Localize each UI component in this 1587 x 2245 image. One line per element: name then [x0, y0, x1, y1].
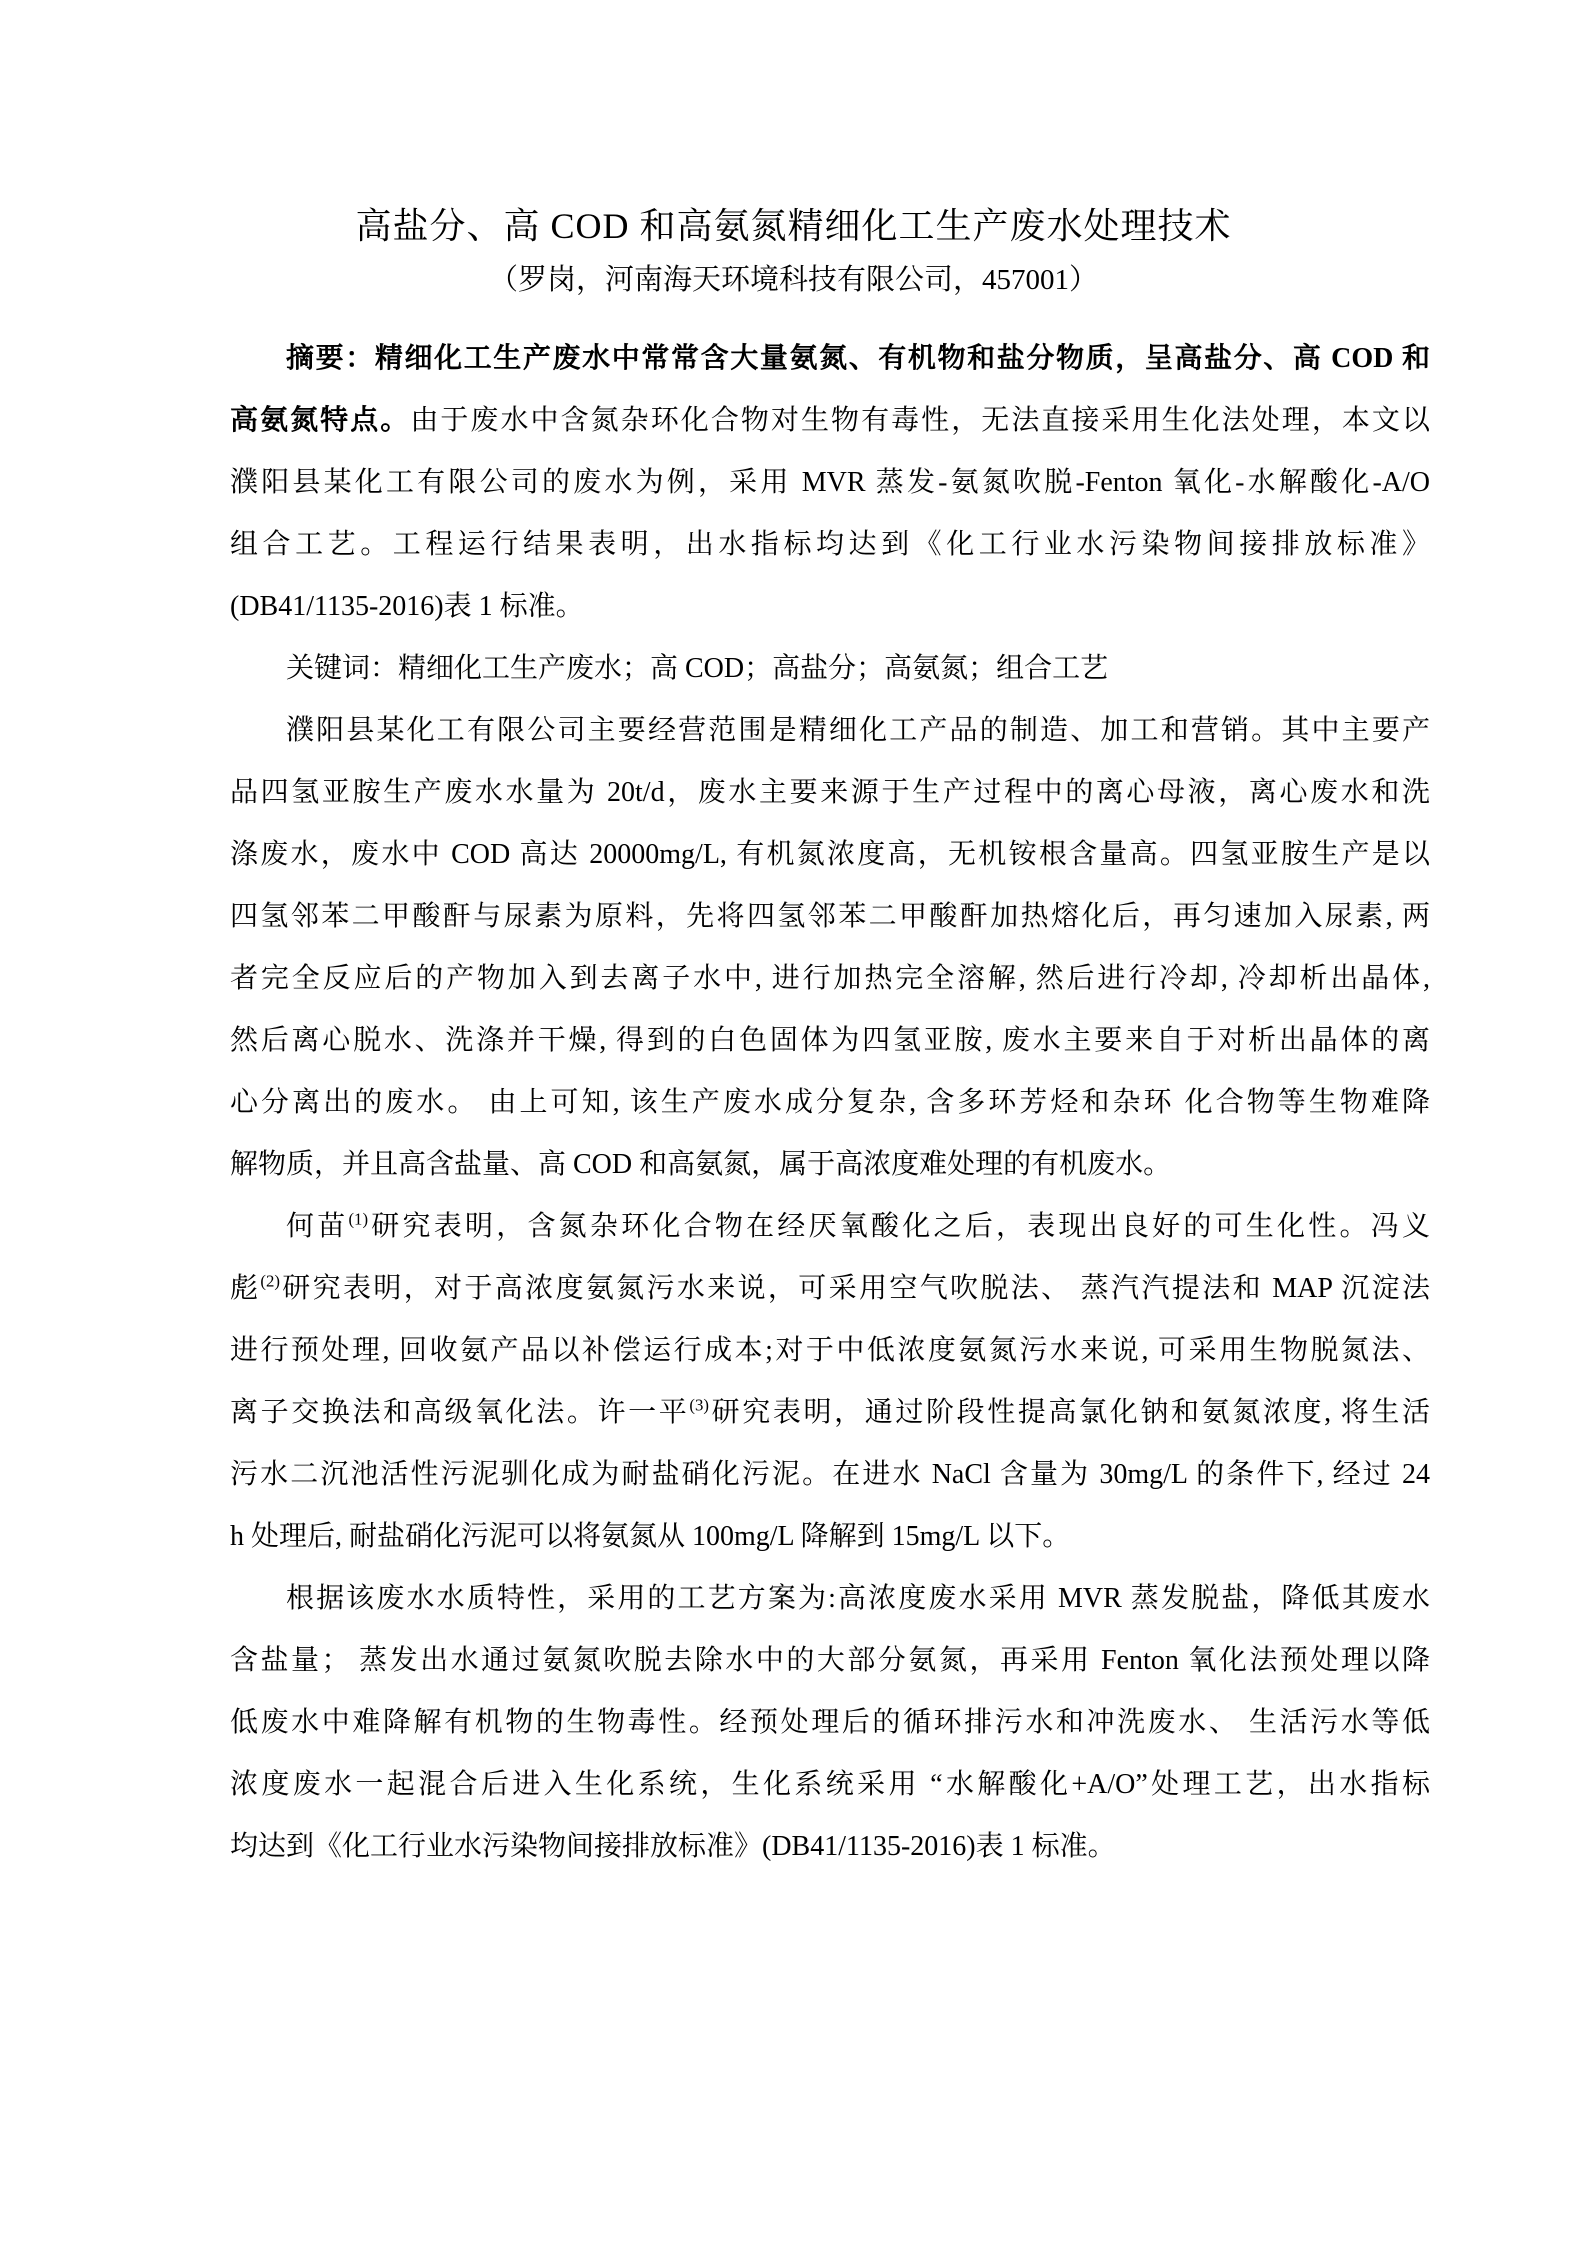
text-line: 离子交换法和高级氧化法。许一平$^{(3)}$研究表明，通过阶段性提高氯化钠和氨氮浓度, 将生活 — [230, 1395, 1430, 1428]
text-line: 然后离心脱水、洗涤并干燥, 得到的白色固体为四氢亚胺, 废水主要来自于对析出晶体的离 — [230, 1025, 1430, 1056]
text-line: 高氨氮特点。由于废水中含氮杂环化合物对生物有毒性，无法直接采用生化法处理，本文以 — [230, 405, 1430, 436]
text-line: 心分离出的废水。 由上可知, 该生产废水成分复杂, 含多环芳烃和杂环 化合物等生物难降 — [230, 1087, 1430, 1118]
text-line: 濮阳县某化工有限公司的废水为例，采用 MVR 蒸发-氨氮吹脱-Fenton 氧化-水解酸化-A/O — [230, 467, 1430, 498]
text-line: 浓度废水一起混合后进入生化系统，生化系统采用 “水解酸化+A/O”处理工艺，出水指标 — [230, 1769, 1430, 1800]
text-line: h 处理后, 耐盐硝化污泥可以将氨氮从 100mg/L 降解到 15mg/L 以下。 — [230, 1521, 1071, 1552]
document-byline: （罗岗，河南海天环境科技有限公司，457001） — [488, 264, 1098, 296]
text-line: 均达到《化工行业水污染物间接排放标准》(DB41/1135-2016)表 1 标准。 — [230, 1831, 1116, 1862]
text-line: 组合工艺。工程运行结果表明，出水指标均达到《化工行业水污染物间接排放标准》 — [230, 529, 1430, 560]
paragraph-literature-review — [230, 1196, 1430, 1568]
citation-superscript: (2) — [260, 1271, 280, 1291]
text-line: 进行预处理, 回收氨产品以补偿运行成本;对于中低浓度氨氮污水来说, 可采用生物脱氮法、 — [230, 1335, 1430, 1366]
text-line: 根据该废水水质特性，采用的工艺方案为:高浓度废水采用 MVR 蒸发脱盐，降低其废水 — [286, 1583, 1430, 1614]
text-line: (DB41/1135-2016)表 1 标准。 — [230, 591, 584, 622]
paragraph-process-scheme — [230, 1568, 1430, 1878]
text-line: 解物质，并且高含盐量、高 COD 和高氨氮，属于高浓度难处理的有机废水。 — [230, 1149, 1172, 1180]
text-line: 含盐量； 蒸发出水通过氨氮吹脱去除水中的大部分氨氮，再采用 Fenton 氧化法预处理以降 — [230, 1645, 1430, 1676]
text-line: 摘要：精细化工生产废水中常常含大量氨氮、有机物和盐分物质，呈高盐分、高 COD 和 — [286, 343, 1430, 374]
text-line: 彪$^{(2)}$研究表明，对于高浓度氨氮污水来说，可采用空气吹脱法、 蒸汽汽提法和 MAP 沉淀法 — [230, 1271, 1430, 1304]
citation-superscript: (1) — [348, 1209, 369, 1229]
text-line: 污水二沉池活性污泥驯化成为耐盐硝化污泥。在进水 NaCl 含量为 30mg/L 的条件下, 经过 24 — [230, 1459, 1430, 1490]
text-line: 关键词：精细化工生产废水；高 COD；高盐分；高氨氮；组合工艺 — [286, 653, 1109, 684]
text-line: 低废水中难降解有机物的生物毒性。经预处理后的循环排污水和冲洗废水、 生活污水等低 — [230, 1707, 1430, 1738]
text-line: 何苗$^{(1)}$研究表明，含氮杂环化合物在经厌氧酸化之后，表现出良好的可生化性。冯义 — [286, 1209, 1430, 1242]
document-body — [230, 328, 1430, 1878]
paragraph-company-intro — [230, 700, 1430, 1196]
text-line: 品四氢亚胺生产废水水量为 20t/d，废水主要来源于生产过程中的离心母液，离心废水和洗 — [230, 777, 1430, 808]
document-title: 高盐分、高 COD 和高氨氮精细化工生产废水处理技术 — [355, 206, 1232, 246]
text-line: 涤废水，废水中 COD 高达 20000mg/L, 有机氮浓度高，无机铵根含量高。四氢亚胺生产是以 — [230, 839, 1430, 870]
text-line: 濮阳县某化工有限公司主要经营范围是精细化工产品的制造、加工和营销。其中主要产 — [286, 715, 1430, 746]
paragraph-keywords — [230, 638, 1430, 700]
text-line: 四氢邻苯二甲酸酐与尿素为原料，先将四氢邻苯二甲酸酐加热熔化后，再匀速加入尿素, 两 — [230, 901, 1430, 932]
paragraph-abstract — [230, 328, 1430, 638]
citation-superscript: (3) — [689, 1395, 709, 1415]
text-line: 者完全反应后的产物加入到去离子水中, 进行加热完全溶解, 然后进行冷却, 冷却析出晶体, — [230, 963, 1430, 994]
